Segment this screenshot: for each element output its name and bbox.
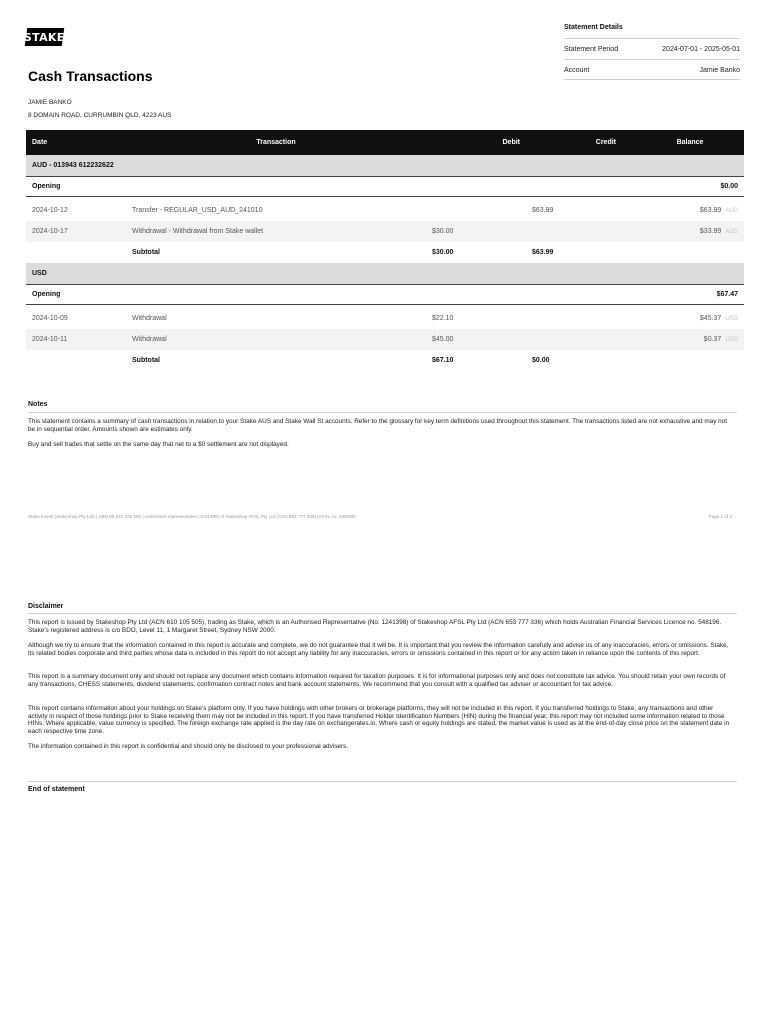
- row-debit: [426, 200, 526, 221]
- table-header: [26, 130, 744, 155]
- row-balance: [636, 200, 744, 221]
- logo-text: STAKE: [24, 30, 65, 44]
- statement-period-row: [564, 38, 740, 59]
- notes-title: Notes: [28, 401, 48, 408]
- aud-subtotal-credit: $63.99: [532, 249, 554, 256]
- usd-account-label: USD: [26, 263, 744, 284]
- row-debit: $22.10: [432, 315, 454, 322]
- currency-code: USD: [725, 316, 738, 322]
- aud-subtotal-row: [26, 242, 744, 263]
- page-title: Cash Transactions: [28, 68, 153, 84]
- row-description: Withdrawal - Withdrawal from Stake wallet: [126, 221, 426, 242]
- row-date: 2024-10-12: [32, 207, 68, 214]
- usd-opening-row: [26, 284, 744, 304]
- row-credit: $63.99: [532, 207, 554, 214]
- currency-code: AUD: [725, 208, 738, 214]
- balance-amount: $63.99: [699, 207, 722, 214]
- client-address: 8 DOMAIN ROAD, CURRUMBIN QLD, 4223 AUS: [28, 112, 172, 119]
- aud-opening-value: $0.00: [636, 176, 744, 196]
- currency-code: USD: [725, 337, 738, 343]
- usd-subtotal-label: Subtotal: [132, 357, 160, 364]
- disclaimer-title: Disclaimer: [28, 603, 64, 610]
- client-name: JAMIE BANKO: [28, 99, 72, 106]
- row-description: Withdrawal: [126, 329, 426, 350]
- disclaimer-paragraph-3: This report is a summary document only and should not replace any document which contains information required for taxation purposes. It is for informational purposes only and does not constitute tax advice. You should retain your own records of any transactions, CHESS statements, dividend statements, confirmation contract notes and bank account statements. We recommend that you consult with a qualified tax adviser or accountant for tax advice.: [28, 673, 726, 688]
- account-value: Jamie Banko: [699, 67, 740, 74]
- currency-code: AUD: [725, 229, 738, 235]
- account-label: Account: [564, 67, 590, 74]
- table-row: [26, 200, 744, 221]
- usd-opening-label: Opening: [26, 284, 636, 304]
- row-debit: $45.00: [426, 329, 526, 350]
- disclaimer-paragraph-2: Although we try to ensure that the information contained in this report is accurate and complete, we do not guarantee that it will be. It is important that you review the information carefully and advise us of any inaccuracies, errors or omissions. Stake, its related bodies corporate and third parties whose data is included in this report do not accept any liability for any inaccuracies, errors or omissions contained in this report or for any action taken in reliance upon the contents of this report.: [28, 642, 729, 657]
- cash-transactions-table: [26, 130, 744, 371]
- aud-subtotal-label: Subtotal: [132, 249, 160, 256]
- table-row: [26, 308, 744, 329]
- usd-subtotal-row: [26, 350, 744, 371]
- col-transaction: Transaction: [126, 130, 426, 155]
- notes-paragraph-1: This statement contains a summary of cash transactions in relation to your Stake AUS and Stake Wall St accounts. Refer to the glossary for key term definitions used throughout this statement. The transactions listed are not exhaustive and may not be in sequential order. Amounts shown are estimates only.: [28, 418, 728, 433]
- row-balance: [636, 308, 744, 329]
- usd-account-row: [26, 263, 744, 284]
- account-row: [564, 59, 740, 80]
- disclaimer-divider: [28, 613, 737, 614]
- usd-subtotal-debit: $67.10: [432, 357, 454, 364]
- col-balance: Balance: [636, 130, 744, 155]
- end-of-statement: End of statement: [28, 786, 85, 793]
- row-description: Withdrawal: [132, 315, 167, 322]
- row-credit: [526, 329, 636, 350]
- footer-legal: Stake Invest (Stakeshop Pty Ltd) | ABN 99 610 105 505 | Authorised representative (1241398) of Stakeshop AFSL Pty Ltd (ACN 653 777 336) (AFSL no. 548196): [28, 514, 356, 519]
- usd-subtotal-credit: $0.00: [532, 357, 550, 364]
- table-row: [26, 329, 744, 350]
- page-number: Page 1 of 2: [708, 514, 732, 519]
- col-date: Date: [26, 130, 126, 155]
- disclaimer-paragraph-5: The information contained in this report is confidential and should only be disclosed to your professional advisers.: [28, 743, 349, 750]
- statement-period-label: Statement Period: [564, 46, 619, 53]
- aud-opening-label: Opening: [26, 176, 636, 196]
- end-divider: [28, 781, 737, 782]
- col-debit: Debit: [426, 130, 526, 155]
- table-row: [26, 221, 744, 242]
- usd-opening-value: $67.47: [636, 284, 744, 304]
- balance-amount: $33.99: [699, 228, 722, 235]
- statement-period-value: 2024-07-01 - 2025-05-01: [662, 46, 740, 53]
- aud-subtotal-debit: $30.00: [432, 249, 454, 256]
- row-debit: $30.00: [426, 221, 526, 242]
- row-balance: [636, 221, 744, 242]
- balance-amount: $0.37: [703, 336, 722, 343]
- row-credit: [526, 221, 636, 242]
- notes-paragraph-2: Buy and sell trades that settle on the same day that net to a $0 settlement are not displayed.: [28, 441, 289, 448]
- row-description: Transfer - REGULAR_USD_AUD_241010: [132, 207, 263, 214]
- row-date: 2024-10-09: [32, 315, 68, 322]
- row-credit: [526, 308, 636, 329]
- disclaimer-paragraph-1: This report is issued by Stakeshop Pty Ltd (ACN 610 105 505), trading as Stake, which is an Authorised Representative (No. 1241398) of Stakeshop AFSL Pty Ltd (ACN 653 777 336) which holds Australian Financial Services Licence no. 548196. Stake's registered address is c/o BDO, Level 11, 1 Margaret Street, Sydney NSW 2000.: [28, 619, 722, 634]
- col-credit: Credit: [526, 130, 636, 155]
- row-balance: [636, 329, 744, 350]
- disclaimer-paragraph-4: This report contains information about your holdings on Stake's platform only. If you have holdings with other brokers or brokerage platforms, they will not be included in this report. If you transferred holdings to Stake, any transactions and other activity in respect of those holdings prior to Stake receiving them may not be included in this report. If you have transferred Holder Identification Numbers (HIN) during the financial year, this report may not included some information related to those HINs. Where applicable, value currency is specified. The foreign exchange rate applied is the day rate on exchangerates.io. Where cash or equity holdings are stated, the market value is used as at the end-of-day close price on the statement date in each respective time zone.: [28, 705, 730, 735]
- row-date: 2024-10-11: [26, 329, 126, 350]
- notes-divider: [28, 412, 737, 413]
- stake-logo: [25, 28, 65, 46]
- aud-account-row: [26, 155, 744, 176]
- statement-details-title: Statement Details: [564, 24, 623, 31]
- aud-account-label: AUD - 013943 612232622: [26, 155, 744, 176]
- aud-opening-row: [26, 176, 744, 196]
- balance-amount: $45.37: [699, 315, 722, 322]
- statement-details: [564, 18, 740, 80]
- row-date: 2024-10-17: [26, 221, 126, 242]
